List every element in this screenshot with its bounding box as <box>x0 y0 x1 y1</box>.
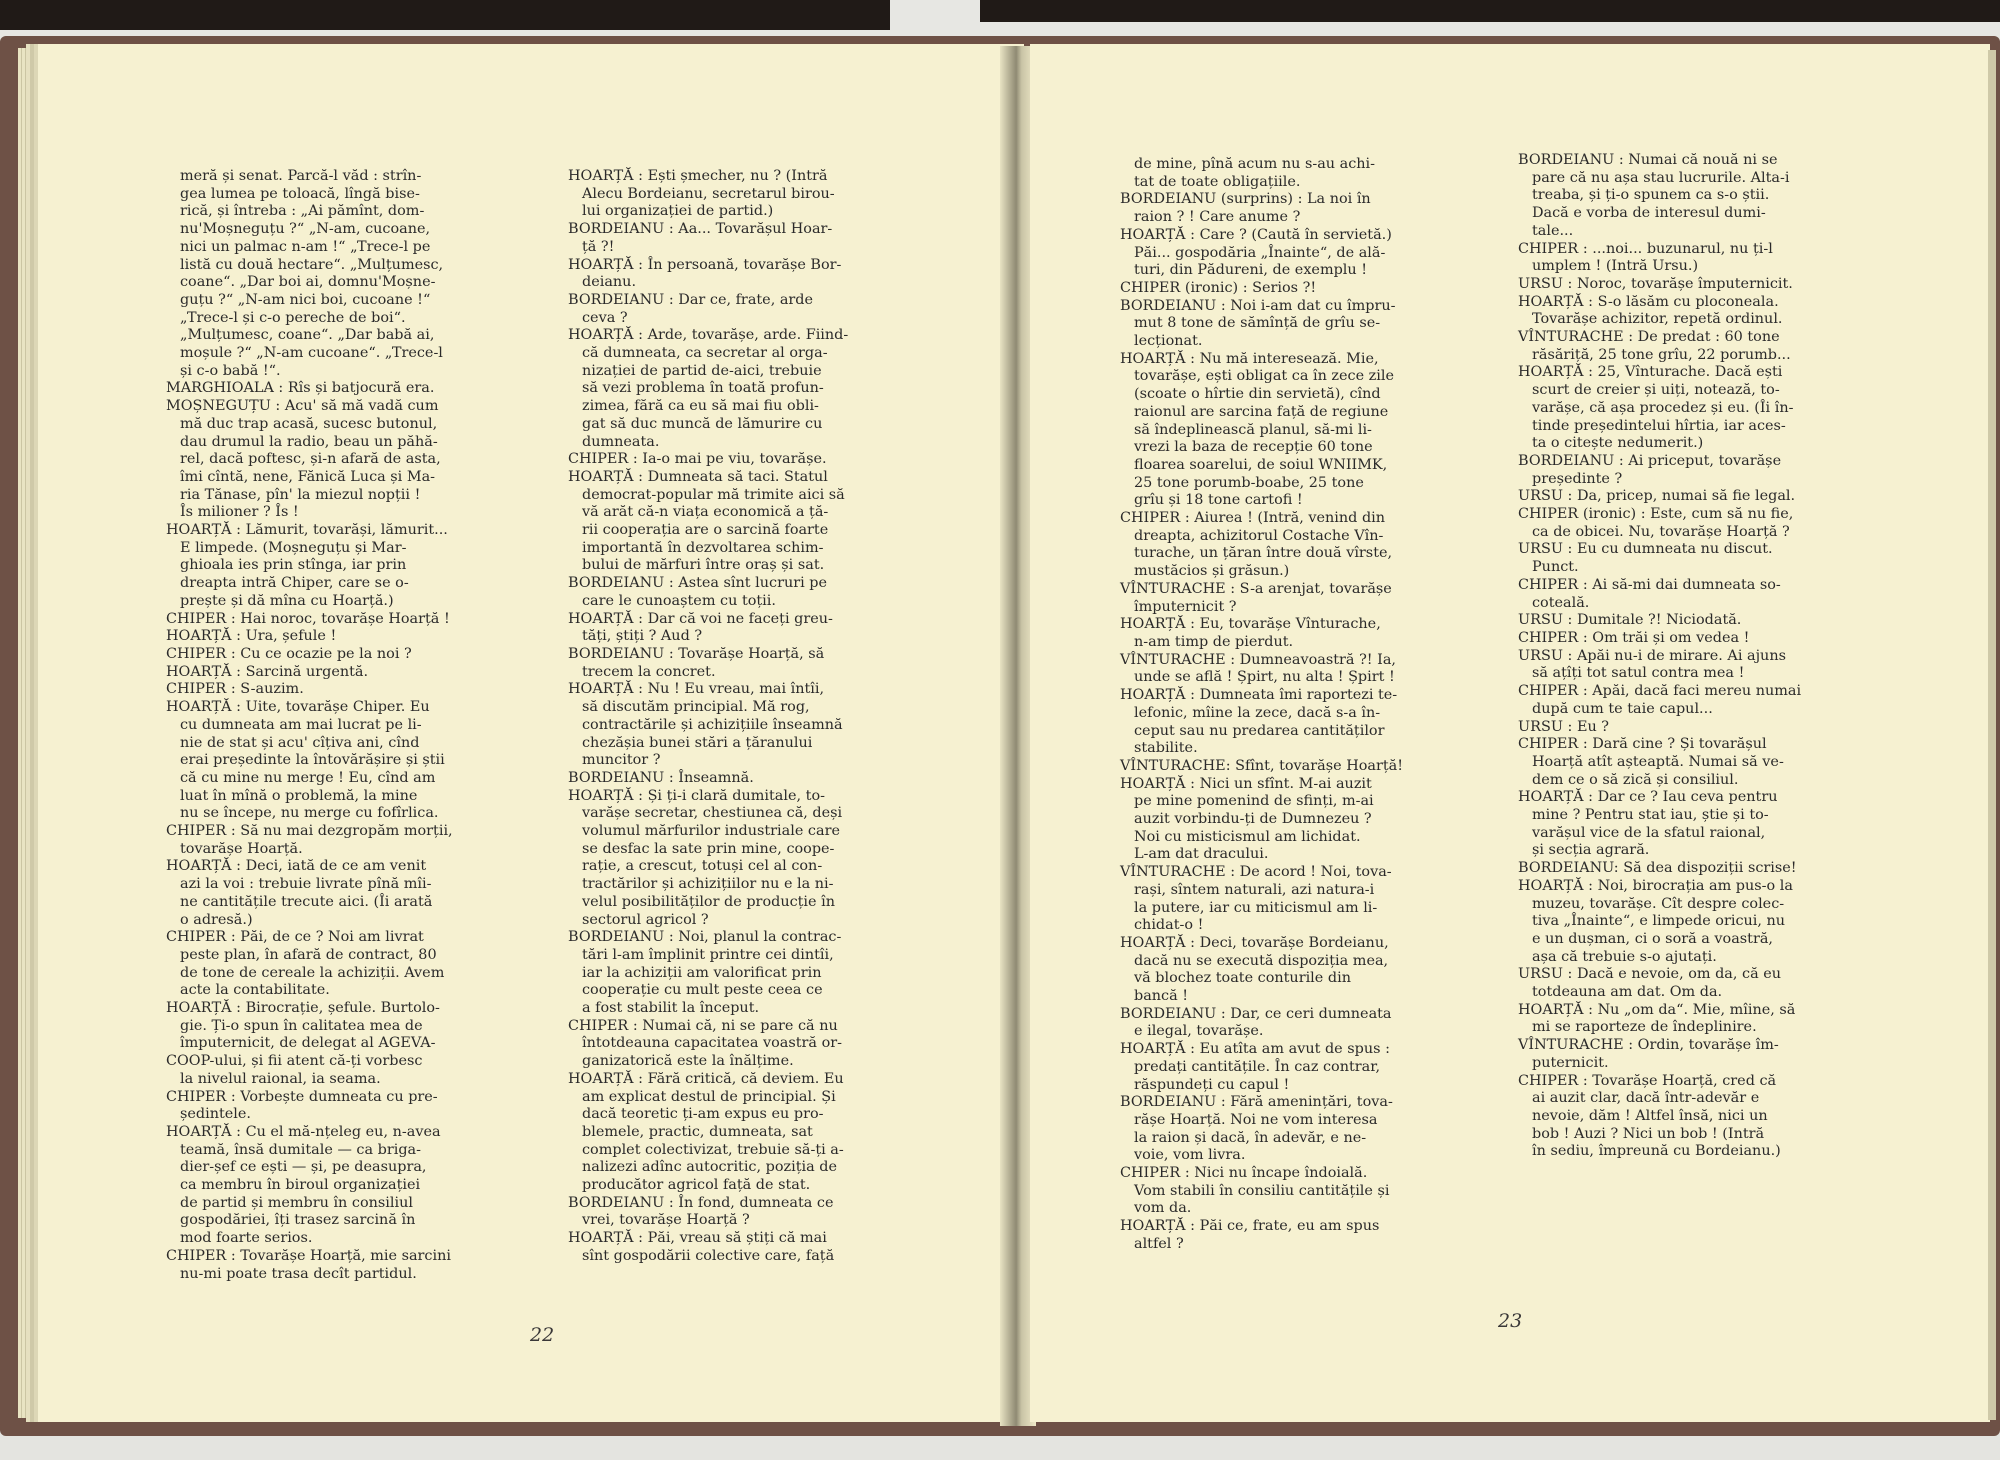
right-page-column-1 <box>1120 156 1498 1254</box>
text-line: predați cantitățile. În caz contrar, <box>1134 1058 1381 1075</box>
text-line: democrat-popular mă trimite aici să <box>582 486 845 503</box>
text-line: BORDEIANU : Ai priceput, tovarășe <box>1518 452 1782 469</box>
text-line: HOARȚĂ : Fără critică, că deviem. Eu <box>568 1070 844 1087</box>
text-line: de tone de cereale la achiziții. Avem <box>180 964 445 981</box>
text-line: HOARȚĂ : Uite, tovarășe Chiper. Eu <box>166 699 430 716</box>
text-line: E limpede. (Moșneguțu și Mar- <box>180 539 407 556</box>
text-line: erai președinte la întovărășire și știi <box>180 752 445 769</box>
text-line: chezășia bunei stări a țăranului <box>582 734 813 751</box>
text-line: varășe secretar, chestiunea că, deși <box>582 805 843 822</box>
text-line: stabilite. <box>1134 740 1198 757</box>
text-line: ca de obicei. Nu, tovarășe Hoarță ? <box>1532 523 1790 540</box>
text-line: chidat-o ! <box>1134 917 1204 934</box>
text-line: HOARȚĂ : Lămurit, tovarăși, lămurit... <box>166 522 448 539</box>
text-line: gea lumea pe toloacă, lîngă bise- <box>180 185 420 202</box>
text-line: sînt gospodării colective care, față <box>582 1247 835 1264</box>
text-line: CHIPER : Păi, de ce ? Noi am livrat <box>166 929 424 946</box>
text-line: la raion și dacă, în adevăr, e ne- <box>1134 1129 1367 1146</box>
text-line: dacă teoretic ți-am expus eu pro- <box>582 1106 824 1123</box>
text-line: CHIPER : Să nu mai dezgropăm morții, <box>166 823 453 840</box>
text-line: MOȘNEGUȚU : Acu' să mă vadă cum <box>166 398 439 415</box>
text-line: să îndeplinească planul, să-mi li- <box>1134 421 1372 438</box>
text-line: VÎNTURACHE : De predat : 60 tone <box>1518 329 1780 346</box>
text-line: vrezi la baza de recepție 60 tone <box>1134 439 1373 456</box>
text-line: ță ?! <box>582 238 615 255</box>
text-line: URSU : Noroc, tovarășe împuternicit. <box>1518 275 1793 292</box>
text-line: moșule ?“ „N-am cucoane“. „Trece-l <box>180 345 443 362</box>
text-line: CHIPER : Nici nu încape îndoială. <box>1120 1165 1368 1182</box>
text-line: după cum te taie capul... <box>1532 700 1713 717</box>
text-line: HOARȚĂ : S-o lăsăm cu ploconeala. <box>1518 293 1779 310</box>
text-line: BORDEIANU : Noi, planul la contrac- <box>568 929 842 946</box>
text-line: ședintele. <box>180 1106 251 1123</box>
text-line: lecționat. <box>1134 333 1203 350</box>
text-line: tale... <box>1532 222 1574 239</box>
text-line: luat în mînă o problemă, la mine <box>180 787 418 804</box>
text-line: varășe, că așa procedez și eu. (Îi în- <box>1532 399 1794 416</box>
text-line: URSU : Apăi nu-i de mirare. Ai ajuns <box>1518 647 1786 664</box>
text-line: listă cu două hectare“. „Mulțumesc, <box>180 256 444 273</box>
text-line: coteală. <box>1532 594 1590 611</box>
page-edge <box>1988 50 1996 1420</box>
text-line: vă blochez toate conturile din <box>1134 970 1351 987</box>
text-line: VÎNTURACHE : De acord ! Noi, tova- <box>1120 864 1392 881</box>
text-line: varășul vice de la sfatul raional, <box>1532 824 1766 841</box>
text-line: și secția agrară. <box>1532 842 1650 859</box>
text-line: tiva „Înainte“, e limpede oricui, nu <box>1532 913 1786 930</box>
text-line: am explicat destul de principial. Și <box>582 1088 836 1105</box>
text-line: HOARȚĂ : Eu atîta am avut de spus : <box>1120 1041 1390 1058</box>
text-line: nalizezi adînc autocritic, poziția de <box>582 1159 837 1176</box>
text-line: HOARȚĂ : Păi, vreau să știți că mai <box>568 1230 827 1247</box>
text-line: URSU : Eu ? <box>1518 718 1610 735</box>
text-line: întotdeauna capacitatea voastră or- <box>582 1035 842 1052</box>
text-line: BORDEIANU : Numai că nouă ni se <box>1518 152 1778 168</box>
text-line: CHIPER : Tovarășe Hoarță, mie sarcini <box>166 1247 451 1264</box>
text-line: răspundeți cu capul ! <box>1134 1076 1290 1093</box>
text-line: mine ? Pentru stat iau, știe și to- <box>1532 807 1769 824</box>
text-line: HOARȚĂ : Nu mă interesează. Mie, <box>1120 350 1379 367</box>
text-line: acte la contabilitate. <box>180 982 330 999</box>
text-line: CHIPER : Hai noroc, tovarășe Hoarță ! <box>166 610 450 627</box>
text-line: HOARȚĂ : Ești șmecher, nu ? (Intră <box>568 168 828 184</box>
page-number: 23 <box>1498 1310 1523 1332</box>
text-line: președinte ? <box>1532 470 1623 487</box>
text-line: dumneata. <box>582 433 660 450</box>
text-line: CHIPER (ironic) : Este, cum să nu fie, <box>1518 506 1794 523</box>
text-line: Păi... gospodăria „Înainte“, de ală- <box>1134 244 1386 261</box>
text-line: URSU : Dacă e nevoie, om da, că eu <box>1518 966 1782 983</box>
text-line: Alecu Bordeianu, secretarul birou- <box>582 185 835 202</box>
text-line: rel, dacă poftesc, și-n afară de asta, <box>180 451 441 468</box>
text-line: și c-o babă !“. <box>180 362 281 379</box>
right-page-column-2 <box>1518 152 1910 1161</box>
text-line: bancă ! <box>1134 988 1189 1005</box>
text-line: raionul are sarcina față de regiune <box>1134 403 1389 420</box>
text-line: împuternicit ? <box>1134 598 1237 615</box>
text-line: VÎNTURACHE : Dumneavoastră ?! Ia, <box>1120 651 1396 668</box>
text-line: VÎNTURACHE : S-a arenjat, tovarășe <box>1120 580 1392 597</box>
text-line: BORDEIANU : Aa... Tovarășul Hoar- <box>568 221 833 238</box>
text-line: dacă nu se execută dispoziția mea, <box>1134 952 1389 969</box>
text-line: umplem ! (Intră Ursu.) <box>1532 258 1699 275</box>
text-line: gat să duc muncă de lămurire cu <box>582 415 823 432</box>
text-line: dier-șef ce ești — și, pe deasupra, <box>180 1159 427 1176</box>
text-line: e ilegal, tovarășe. <box>1134 1023 1264 1040</box>
text-line: lefonic, mîine la zece, dacă s-a în- <box>1134 704 1381 721</box>
text-line: nie de stat și acu' cîțiva ani, cînd <box>180 734 420 751</box>
text-line: meră și senat. Parcă-l văd : strîn- <box>180 168 422 184</box>
text-line: că dumneata, ca secretar al orga- <box>582 345 828 362</box>
text-line: CHIPER : Dară cine ? Și tovarășul <box>1518 736 1767 753</box>
left-page-column-1 <box>166 168 544 1283</box>
text-line: CHIPER : Ai să-mi dai dumneata so- <box>1518 576 1781 593</box>
text-line: ca membru în biroul organizației <box>180 1177 421 1194</box>
text-line: Noi cu misticismul am lichidat. <box>1134 828 1361 845</box>
text-line: VÎNTURACHE : Ordin, tovarășe îm- <box>1518 1037 1779 1054</box>
text-line: importantă în dezvoltarea schim- <box>582 539 824 556</box>
text-line: BORDEIANU: Să dea dispoziții scrise! <box>1518 860 1797 877</box>
text-line: BORDEIANU : Noi i-am dat cu împru- <box>1120 297 1396 314</box>
text-line: ganizatorică este la înălțime. <box>582 1053 794 1070</box>
text-line: HOARȚĂ : Arde, tovarășe, arde. Fiind- <box>568 327 849 344</box>
text-line: rășe Hoarță. Noi ne vom interesa <box>1134 1111 1378 1128</box>
text-line: contractările și achizițiile înseamnă <box>582 716 843 733</box>
text-line: CHIPER : ...noi... buzunarul, nu ți-l <box>1518 240 1773 257</box>
text-line: HOARȚĂ : Ura, șefule ! <box>166 628 337 645</box>
text-line: vă arăt că-n viața economică a ță- <box>582 504 829 521</box>
text-line: „Mulțumesc, coane“. „Dar babă ai, <box>180 327 435 344</box>
text-line: mut 8 tone de sămînță de grîu se- <box>1134 315 1381 332</box>
text-line: prește și dă mîna cu Hoarță.) <box>180 592 394 609</box>
text-line: așa că trebuie s-o ajutați. <box>1532 948 1717 965</box>
text-line: împuternicit, de delegat al AGEVA- <box>180 1035 436 1052</box>
text-line: BORDEIANU : Fără amenințări, tova- <box>1120 1094 1393 1111</box>
text-line: unde se află ! Șpirt, nu alta ! Șpirt ! <box>1134 669 1395 686</box>
text-line: turache, un țăran între două vîrste, <box>1134 545 1393 562</box>
text-line: n-am timp de pierdut. <box>1134 633 1294 650</box>
text-line: volumul mărfurilor industriale care <box>582 823 840 840</box>
text-line: deianu. <box>582 274 637 291</box>
text-line: BORDEIANU : Tovarășe Hoarță, să <box>568 645 825 662</box>
text-line: complet colectivizat, trebuie să-ți a- <box>582 1141 844 1158</box>
text-line: HOARȚĂ : Și ți-i clară dumitale, to- <box>568 787 825 804</box>
text-line: răsăriță, 25 tone grîu, 22 porumb... <box>1532 346 1791 363</box>
text-line: CHIPER : S-auzim. <box>166 681 304 698</box>
text-line: de mine, pînă acum nu s-au achi- <box>1134 156 1376 172</box>
text-line: sectorul agricol ? <box>582 911 709 928</box>
text-line: nu-mi poate trasa decît partidul. <box>180 1265 417 1282</box>
text-line: HOARȚĂ : Cu el mă-nțeleg eu, n-avea <box>166 1123 441 1140</box>
text-line: rași, sîntem naturali, azi natura-i <box>1134 881 1375 898</box>
text-line: să discutăm principial. Mă rog, <box>582 699 810 716</box>
text-line: CHIPER : Om trăi și om vedea ! <box>1518 629 1750 646</box>
text-line: CHIPER : Vorbește dumneata cu pre- <box>166 1088 438 1105</box>
text-line: ria Tănase, pîn' la miezul nopții ! <box>180 486 421 503</box>
text-line: să vezi problema în toată profun- <box>582 380 824 397</box>
text-line: blemele, practic, dumneata, sat <box>582 1123 813 1140</box>
text-line: HOARȚĂ : În persoană, tovarășe Bor- <box>568 256 842 273</box>
text-line: bului de mărfuri între oraș și sat. <box>582 557 825 574</box>
text-line: COOP-ului, și fii atent că-ți vorbesc <box>166 1053 423 1070</box>
text-line: HOARȚĂ : Nu ! Eu vreau, mai întîi, <box>568 681 825 698</box>
text-line: ceva ? <box>582 309 628 326</box>
text-line: rii cooperația are o sarcină foarte <box>582 522 829 539</box>
text-line: tovarășe, ești obligat ca în zece zile <box>1134 368 1394 385</box>
text-line: altfel ? <box>1134 1235 1184 1252</box>
text-line: HOARȚĂ : 25, Vînturache. Dacă ești <box>1518 364 1783 381</box>
text-line: BORDEIANU : Dar ce, frate, arde <box>568 291 814 308</box>
text-line: URSU : Da, pricep, numai să fie legal. <box>1518 488 1796 505</box>
text-line: gospodăriei, îți trasez sarcină în <box>180 1212 416 1229</box>
text-line: puternicit. <box>1532 1054 1609 1071</box>
text-line: mod foarte serios. <box>180 1230 313 1247</box>
text-line: HOARȚĂ : Deci, iată de ce am venit <box>166 858 427 875</box>
text-line: raion ? ! Care anume ? <box>1134 209 1301 226</box>
text-line: ceput sau nu predarea cantităților <box>1134 722 1385 739</box>
text-line: dreapta intră Chiper, care se o- <box>180 575 409 592</box>
text-line: HOARȚĂ : Dar că voi ne faceți greu- <box>568 610 833 627</box>
text-line: totdeauna am dat. Om da. <box>1532 984 1723 1001</box>
text-line: muzeu, tovarășe. Cît despre colec- <box>1532 895 1785 912</box>
text-line: coane“. „Dar boi ai, domnu'Moșne- <box>180 274 436 291</box>
text-line: URSU : Eu cu dumneata nu discut. <box>1518 541 1773 558</box>
text-line: HOARȚĂ : Nu „om da“. Mie, mîine, să <box>1518 1001 1796 1018</box>
text-line: Hoarță atît așteaptă. Numai să ve- <box>1532 753 1784 770</box>
text-line: o adresă.) <box>180 911 253 928</box>
text-line: la putere, iar cu miticismul am li- <box>1134 899 1378 916</box>
text-line: trecem la concret. <box>582 663 716 680</box>
left-page <box>38 44 1024 1422</box>
text-line: HOARȚĂ : Dar ce ? Iau ceva pentru <box>1518 789 1778 806</box>
text-line: vom da. <box>1134 1200 1192 1217</box>
text-line: tăți, știți ? Aud ? <box>582 628 703 645</box>
text-line: HOARȚĂ : Păi ce, frate, eu am spus <box>1120 1218 1380 1235</box>
text-line: mustăcios și grăsun.) <box>1134 563 1290 580</box>
text-line: URSU : Dumitale ?! Niciodată. <box>1518 612 1742 629</box>
text-line: producător agricol față de stat. <box>582 1177 811 1194</box>
text-line: grîu și 18 tone cartofi ! <box>1134 492 1303 509</box>
text-line: BORDEIANU : Dar, ce ceri dumneata <box>1120 1005 1392 1022</box>
text-line: CHIPER : Apăi, dacă faci mereu numai <box>1518 683 1802 700</box>
text-line: floarea soarelui, de soiul WNIIMK, <box>1134 456 1388 473</box>
text-line: Tovarășe achizitor, repetă ordinul. <box>1532 311 1783 328</box>
text-line: voie, vom livra. <box>1134 1147 1246 1164</box>
text-line: nici un palmac n-am !“ „Trece-l pe <box>180 238 431 255</box>
text-line: nevoie, dăm ! Altfel însă, nici un <box>1532 1107 1768 1124</box>
text-line: ai auzit clar, dacă într-adevăr e <box>1532 1090 1760 1107</box>
text-line: la nivelul raional, ia seama. <box>180 1070 381 1087</box>
text-line: nu'Moșneguțu ?“ „N-am, cucoane, <box>180 221 431 238</box>
text-line: BORDEIANU (surprins) : La noi în <box>1120 191 1371 208</box>
text-line: să ațîți tot satul contra mea ! <box>1532 665 1745 682</box>
text-line: treaba, și ți-o spunem ca s-o știi. <box>1532 187 1770 204</box>
text-line: CHIPER : Cu ce ocazie pe la noi ? <box>166 645 412 662</box>
text-line: teamă, însă dumitale — ca briga- <box>180 1141 421 1158</box>
dark-strip <box>0 0 890 30</box>
text-line: ne cantitățile trecute aici. (Îi arată <box>180 893 433 910</box>
text-line: L-am dat dracului. <box>1134 846 1269 863</box>
text-line: iar la achiziții am valorificat prin <box>582 964 822 981</box>
text-line: nu se începe, nu merge cu fofîrlica. <box>180 805 439 822</box>
text-line: VÎNTURACHE: Sfînt, tovarășe Hoarță! <box>1120 757 1404 774</box>
text-line: HOARȚĂ : Sarcină urgentă. <box>166 663 369 680</box>
text-line: rație, a crescut, totuși cel al con- <box>582 858 823 875</box>
text-line: tări l-am împlinit printre cei dintîi, <box>582 946 834 963</box>
text-line: HOARȚĂ : Deci, tovarășe Bordeianu, <box>1120 934 1389 951</box>
text-line: tat de toate obligațiile. <box>1134 173 1301 190</box>
text-line: pare că nu așa stau lucrurile. Alta-i <box>1532 169 1790 186</box>
text-line: HOARȚĂ : Eu, tovarășe Vînturache, <box>1120 616 1381 633</box>
text-line: Vom stabili în consiliu cantitățile și <box>1134 1182 1390 1199</box>
page-number: 22 <box>530 1324 555 1346</box>
text-line: CHIPER : Numai că, ni se pare că nu <box>568 1017 838 1034</box>
text-line: ghioala ies prin stînga, iar prin <box>180 557 407 574</box>
dark-strip <box>980 0 2000 22</box>
text-line: pe mine pomenind de sfinți, m-ai <box>1134 793 1374 810</box>
text-line: lui organizației de partid.) <box>582 203 774 220</box>
text-line: îmi cîntă, nene, Fănică Luca și Ma- <box>180 468 436 485</box>
text-line: BORDEIANU : Înseamnă. <box>568 769 754 786</box>
text-line: Punct. <box>1532 559 1579 576</box>
text-line: de partid și membru în consiliul <box>180 1194 413 1211</box>
text-line: azi la voi : trebuie livrate pînă mîi- <box>180 876 432 893</box>
text-line: HOARȚĂ : Care ? (Caută în servietă.) <box>1120 226 1392 243</box>
text-line: peste plan, în afară de contract, 80 <box>180 946 437 963</box>
text-line: tovarășe Hoarță. <box>180 840 303 857</box>
text-line: mi se raporteze de îndeplinire. <box>1532 1019 1757 1036</box>
text-line: HOARȚĂ : Birocrație, șefule. Burtolo- <box>166 1000 440 1017</box>
text-line: că cu mine nu merge ! Eu, cînd am <box>180 769 436 786</box>
text-line: se desfac la sate prin mine, coope- <box>582 840 835 857</box>
text-line: a fost stabilit la început. <box>582 1000 760 1017</box>
text-line: cu dumneata am mai lucrat pe li- <box>180 716 422 733</box>
text-line: velul posibilităților de producție în <box>582 893 835 910</box>
text-line: HOARȚĂ : Nici un sfînt. M-ai auzit <box>1120 775 1372 792</box>
text-line: BORDEIANU : În fond, dumneata ce <box>568 1194 834 1211</box>
text-line: dau drumul la radio, beau un păhă- <box>180 433 438 450</box>
text-line: zimea, fără ca eu să mai fiu obli- <box>582 398 819 415</box>
page-edges <box>18 48 40 1418</box>
text-line: „Trece-l și c-o pereche de boi“. <box>180 309 406 326</box>
text-line: vrei, tovarășe Hoarță ? <box>582 1212 750 1229</box>
text-line: nizației de partid de-aici, trebuie <box>582 362 822 379</box>
text-line: ta o citește nedumerit.) <box>1532 435 1704 452</box>
text-line: cooperație cu mult peste ceea ce <box>582 982 823 999</box>
text-line: tractărilor și achizițiilor nu e la ni- <box>582 876 834 893</box>
text-line: 25 tone porumb-boabe, 25 tone <box>1134 474 1364 491</box>
text-line: Dacă e vorba de interesul dumi- <box>1532 205 1766 222</box>
text-line: dem ce o să zică și consiliul. <box>1532 771 1739 788</box>
text-line: CHIPER : Tovarășe Hoarță, cred că <box>1518 1072 1777 1089</box>
text-line: HOARȚĂ : Noi, birocrația am pus-o la <box>1518 877 1793 894</box>
text-line: care le cunoaștem cu toții. <box>582 592 776 609</box>
text-line: CHIPER : Aiurea ! (Intră, venind din <box>1120 510 1386 527</box>
text-line: (scoate o hîrtie din servietă), cînd <box>1134 386 1381 403</box>
text-line: CHIPER : Ia-o mai pe viu, tovarășe. <box>568 451 827 468</box>
text-line: turi, din Pădureni, de exemplu ! <box>1134 262 1368 279</box>
text-line: rică, și întreba : „Ai pămînt, dom- <box>180 203 425 220</box>
text-line: bob ! Auzi ? Nici un bob ! (Intră <box>1532 1125 1765 1142</box>
text-line: HOARȚĂ : Dumneata să taci. Statul <box>568 468 828 485</box>
text-line: Îs milioner ? Îs ! <box>180 504 299 521</box>
left-page-column-2 <box>568 168 958 1266</box>
text-line: scurt de creier și uiți, notează, to- <box>1532 382 1780 399</box>
text-line: gie. Ți-o spun în calitatea mea de <box>180 1017 423 1034</box>
text-line: HOARȚĂ : Dumneata îmi raportezi te- <box>1120 687 1398 704</box>
text-line: MARGHIOALA : Rîs și batjocură era. <box>166 380 435 397</box>
text-line: dreapta, achizitorul Costache Vîn- <box>1134 527 1384 544</box>
text-line: muncitor ? <box>582 752 661 769</box>
text-line: CHIPER (ironic) : Serios ?! <box>1120 279 1317 296</box>
text-line: guțu ?“ „N-am nici boi, cucoane !“ <box>180 291 431 308</box>
right-page <box>1030 44 1990 1422</box>
text-line: auzit vorbindu-ți de Dumnezeu ? <box>1134 811 1372 828</box>
text-line: BORDEIANU : Astea sînt lucruri pe <box>568 575 828 592</box>
text-line: mă duc trap acasă, sucesc butonul, <box>180 415 438 432</box>
text-line: tinde președintelui hîrtia, iar aces- <box>1532 417 1786 434</box>
text-line: în sediu, împreună cu Bordeianu.) <box>1532 1143 1781 1160</box>
text-line: e un dușman, ci o soră a voastră, <box>1532 930 1773 947</box>
